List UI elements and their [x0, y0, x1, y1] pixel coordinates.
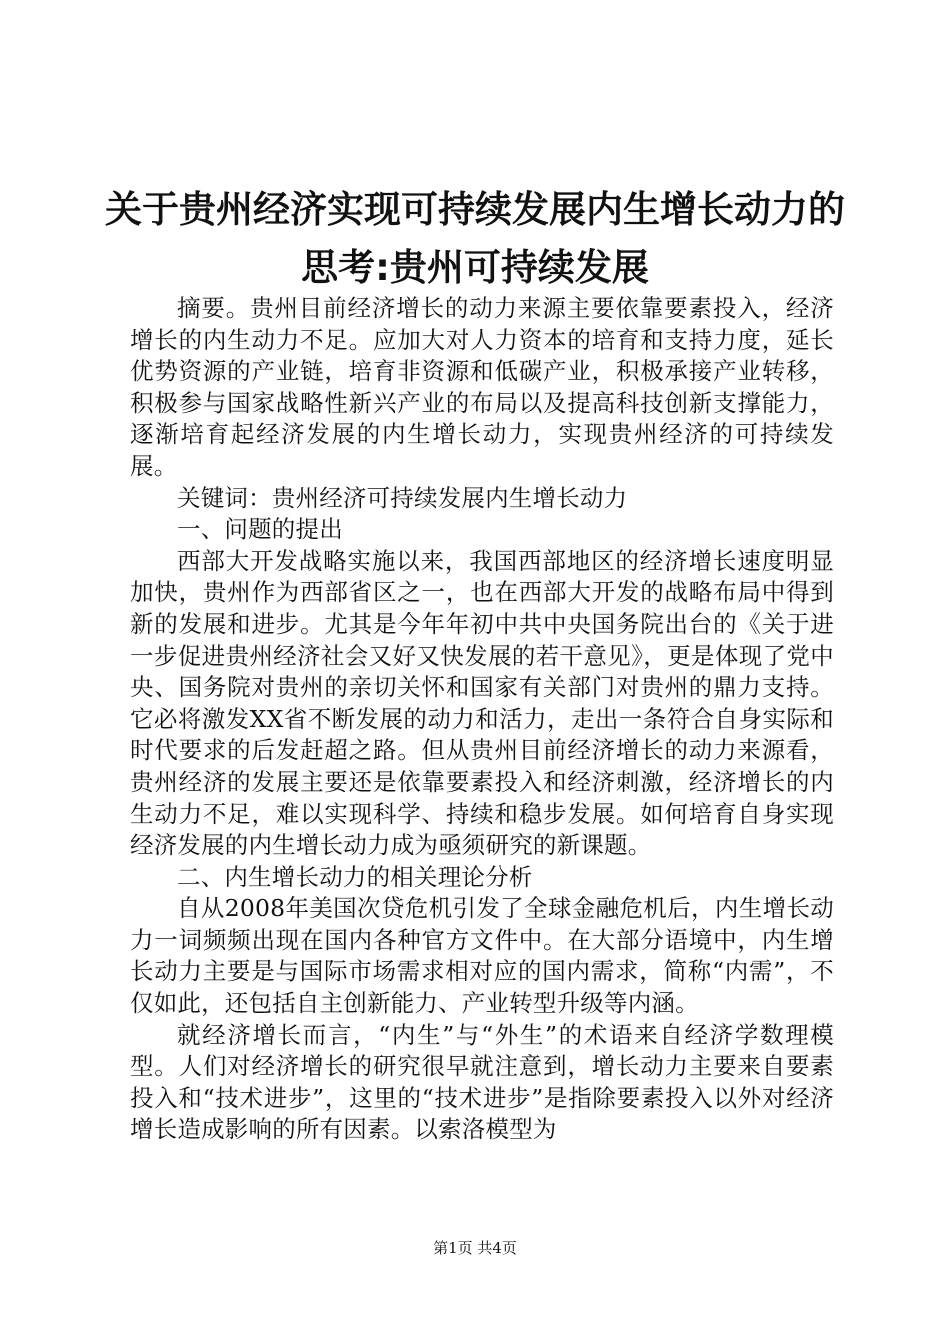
- abstract-paragraph: 摘要。贵州目前经济增长的动力来源主要依靠要素投入，经济增长的内生动力不足。应加大对人力资本的培育和支持力度，延长优势资源的产业链，培育非资源和低碳产业，积极承接产业转移，积极参与国家战略性新兴产业的布局以及提高科技创新支撑能力，逐渐培育起经济发展的内生增长动力，实现贵州经济的可持续发展。: [130, 294, 834, 480]
- page-number-footer: 第1页 共4页: [433, 1239, 517, 1257]
- body-paragraph: 就经济增长而言，“内生”与“外生”的术语来自经济学数理模型。人们对经济增长的研究很早就注意到，增长动力主要来自要素投入和“技术进步”，这里的“技术进步”是指除要素投入以外对经济增长造成影响的所有因素。以索洛模型为: [130, 1020, 834, 1144]
- section-heading-2: 二、内生增长动力的相关理论分析: [177, 862, 533, 891]
- section-heading-1: 一、问题的提出: [177, 515, 343, 544]
- keywords-paragraph: 关键词：贵州经济可持续发展内生增长动力: [177, 483, 628, 512]
- document-title-line-1: 关于贵州经济实现可持续发展内生增长动力的: [105, 188, 845, 231]
- document-title-line-2: 思考:贵州可持续发展: [301, 246, 649, 289]
- body-paragraph: 西部大开发战略实施以来，我国西部地区的经济增长速度明显加快，贵州作为西部省区之一，也在西部大开发的战略布局中得到新的发展和进步。尤其是今年年初中共中央国务院出台的《关于进一步促进贵州经济社会又好又快发展的若干意见》，更是体现了党中央、国务院对贵州的亲切关怀和国家有关部门对贵州的鼎力支持。它必将激发XX省不断发展的动力和活力，走出一条符合自身实际和时代要求的后发赶超之路。但从贵州目前经济增长的动力来源看，贵州经济的发展主要还是依靠要素投入和经济刺激，经济增长的内生动力不足，难以实现科学、持续和稳步发展。如何培育自身实现经济发展的内生增长动力成为亟须研究的新课题。: [130, 546, 834, 860]
- document-body: [130, 293, 834, 1146]
- body-paragraph: 自从2008年美国次贷危机引发了全球金融危机后，内生增长动力一词频频出现在国内各种官方文件中。在大部分语境中，内生增长动力主要是与国际市场需求相对应的国内需求，简称“内需”，不仅如此，还包括自主创新能力、产业转型升级等内涵。: [130, 894, 834, 1018]
